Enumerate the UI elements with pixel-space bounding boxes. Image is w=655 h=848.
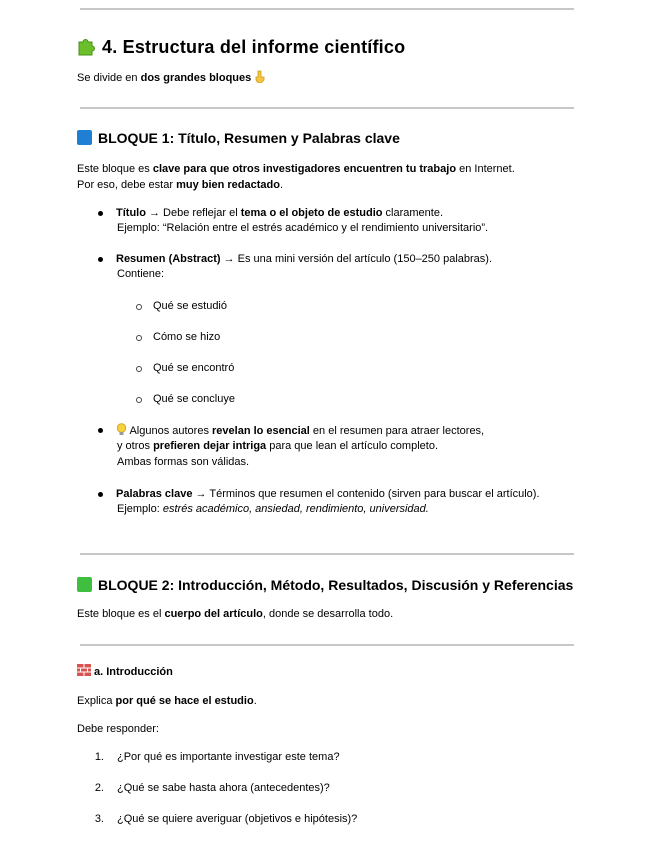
palabras-example: Ejemplo: estrés académico, ansiedad, rendimiento, universidad. [117, 503, 429, 515]
bullet-dot [98, 492, 103, 497]
resumen-subitem: Qué se concluye [153, 393, 235, 405]
list-number: 3. [94, 813, 104, 825]
introduccion-heading: a. Introducción [77, 664, 173, 678]
bullet-dot [98, 257, 103, 262]
palabras-item: Palabras clave → Términos que resumen el contenido (sirven para buscar el artículo). [116, 488, 540, 500]
bloque1-desc-line1: Este bloque es clave para que otros investigadores encuentren tu trabajo en Internet. [77, 163, 515, 175]
resumen-subitem: Qué se encontró [153, 362, 235, 374]
sub-bullet [136, 335, 142, 341]
divider [80, 553, 574, 555]
light-bulb-icon [116, 423, 127, 436]
bloque2-desc: Este bloque es el cuerpo del artículo, donde se desarrolla todo. [77, 608, 394, 620]
list-number: 2. [94, 782, 104, 794]
tip-line1: Algunos autores revelan lo esencial en el resumen para atraer lectores, [116, 423, 484, 439]
bullet-dot [98, 428, 103, 433]
question-item: ¿Por qué es importante investigar este tema? [117, 751, 340, 763]
puzzle-piece-icon [77, 36, 97, 56]
resumen-contiene: Contiene: [117, 268, 165, 280]
resumen-item: Resumen (Abstract) → Es una mini versión del artículo (150–250 palabras). [116, 253, 493, 265]
pointing-down-hand-icon [254, 70, 267, 83]
bloque1-desc-line2: Por eso, debe estar muy bien redactado. [77, 179, 284, 191]
sub-bullet [136, 304, 142, 310]
resumen-subitem: Cómo se hizo [153, 331, 221, 343]
introduccion-explica: Explica por qué se hace el estudio. [77, 695, 257, 707]
bloque2-heading: BLOQUE 2: Introducción, Método, Resultados, Discusión y Referencias [77, 577, 573, 593]
titulo-item: Título → Debe reflejar el tema o el objeto de estudio claramente. [116, 207, 444, 219]
tip-line2: y otros prefieren dejar intriga para que lean el artículo completo. [117, 440, 438, 452]
divider [80, 8, 574, 10]
resumen-subitem: Qué se estudió [153, 300, 227, 312]
sub-bullet [136, 366, 142, 372]
intro-paragraph: Se divide en dos grandes bloques [77, 70, 267, 86]
green-square-icon [77, 577, 92, 592]
sub-bullet [136, 397, 142, 403]
titulo-example: Ejemplo: “Relación entre el estrés académico y el rendimiento universitario”. [117, 222, 489, 234]
question-item: ¿Qué se sabe hasta ahora (antecedentes)? [117, 782, 330, 794]
bloque1-heading: BLOQUE 1: Título, Resumen y Palabras clave [77, 130, 400, 146]
list-number: 1. [94, 751, 104, 763]
blue-square-icon [77, 130, 92, 145]
tip-line3: Ambas formas son válidas. [117, 456, 250, 468]
divider [80, 107, 574, 109]
divider [80, 644, 574, 646]
brick-icon [77, 664, 91, 676]
question-item: ¿Qué se quiere averiguar (objetivos e hipótesis)? [117, 813, 358, 825]
introduccion-debe: Debe responder: [77, 723, 159, 735]
bullet-dot [98, 211, 103, 216]
section-heading: 4. Estructura del informe científico [77, 36, 405, 58]
